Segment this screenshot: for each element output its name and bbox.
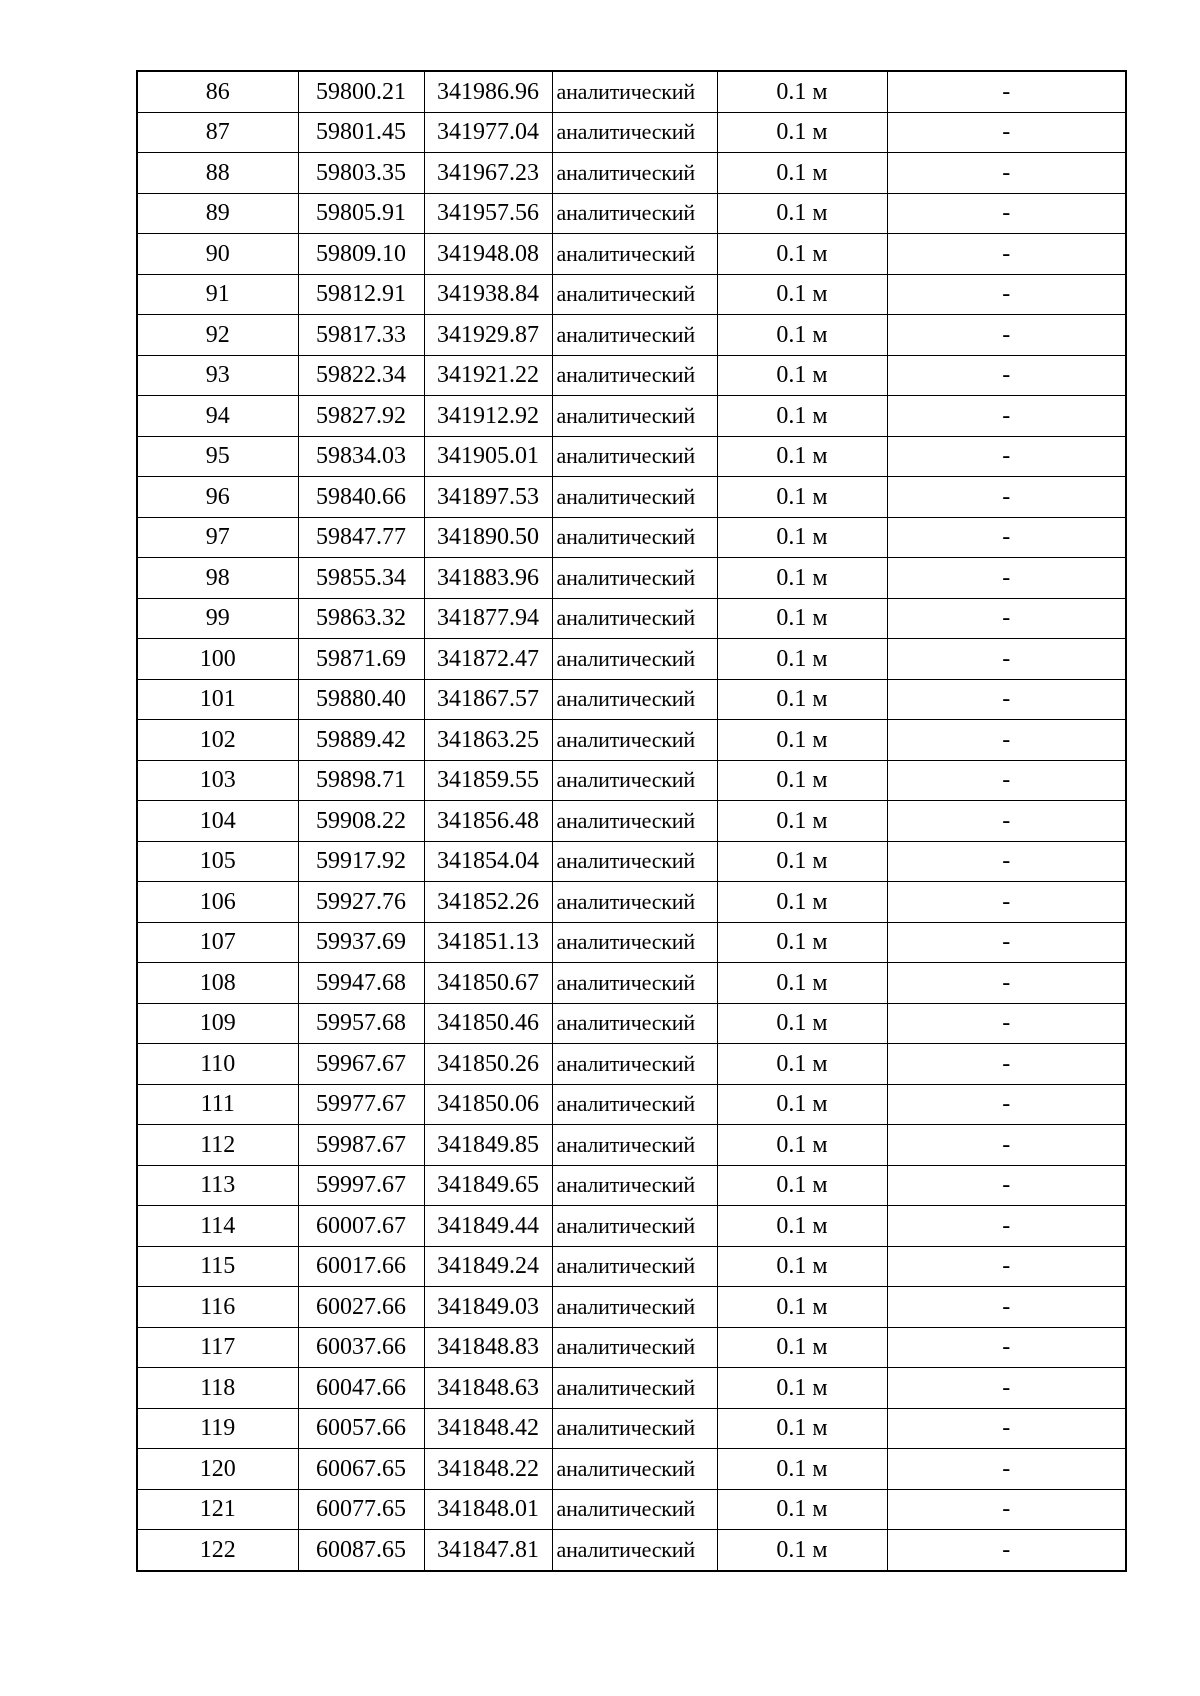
y-coordinate-cell: 341848.22: [424, 1449, 552, 1490]
y-coordinate-cell: 341848.83: [424, 1327, 552, 1368]
accuracy-cell: 0.1 м: [717, 1530, 887, 1571]
point-number-cell: 95: [137, 436, 298, 477]
method-cell: аналитический: [552, 1044, 717, 1085]
method-cell: аналитический: [552, 274, 717, 315]
accuracy-cell: 0.1 м: [717, 1206, 887, 1247]
method-cell: аналитический: [552, 1408, 717, 1449]
table-row: [137, 355, 1126, 396]
table-row: [137, 1449, 1126, 1490]
y-coordinate-cell: 341877.94: [424, 598, 552, 639]
accuracy-cell: 0.1 м: [717, 882, 887, 923]
description-cell: -: [887, 477, 1126, 518]
method-cell: аналитический: [552, 639, 717, 680]
description-cell: -: [887, 234, 1126, 275]
accuracy-cell: 0.1 м: [717, 598, 887, 639]
description-cell: -: [887, 639, 1126, 680]
table-body: [137, 71, 1126, 1571]
description-cell: -: [887, 1327, 1126, 1368]
x-coordinate-cell: 59855.34: [298, 558, 424, 599]
description-cell: -: [887, 679, 1126, 720]
point-number-cell: 122: [137, 1530, 298, 1571]
x-coordinate-cell: 59997.67: [298, 1165, 424, 1206]
accuracy-cell: 0.1 м: [717, 922, 887, 963]
method-cell: аналитический: [552, 760, 717, 801]
method-cell: аналитический: [552, 882, 717, 923]
table-row: [137, 1368, 1126, 1409]
point-number-cell: 92: [137, 315, 298, 356]
accuracy-cell: 0.1 м: [717, 274, 887, 315]
description-cell: -: [887, 1368, 1126, 1409]
method-cell: аналитический: [552, 355, 717, 396]
y-coordinate-cell: 341852.26: [424, 882, 552, 923]
point-number-cell: 103: [137, 760, 298, 801]
point-number-cell: 90: [137, 234, 298, 275]
y-coordinate-cell: 341921.22: [424, 355, 552, 396]
point-number-cell: 113: [137, 1165, 298, 1206]
accuracy-cell: 0.1 м: [717, 315, 887, 356]
point-number-cell: 99: [137, 598, 298, 639]
y-coordinate-cell: 341872.47: [424, 639, 552, 680]
x-coordinate-cell: 60047.66: [298, 1368, 424, 1409]
y-coordinate-cell: 341948.08: [424, 234, 552, 275]
accuracy-cell: 0.1 м: [717, 1125, 887, 1166]
y-coordinate-cell: 341850.46: [424, 1003, 552, 1044]
description-cell: -: [887, 1125, 1126, 1166]
point-number-cell: 112: [137, 1125, 298, 1166]
x-coordinate-cell: 59977.67: [298, 1084, 424, 1125]
method-cell: аналитический: [552, 1287, 717, 1328]
table-row: [137, 477, 1126, 518]
point-number-cell: 106: [137, 882, 298, 923]
description-cell: -: [887, 922, 1126, 963]
y-coordinate-cell: 341849.03: [424, 1287, 552, 1328]
point-number-cell: 102: [137, 720, 298, 761]
table-row: [137, 639, 1126, 680]
y-coordinate-cell: 341848.01: [424, 1489, 552, 1530]
x-coordinate-cell: 59967.67: [298, 1044, 424, 1085]
point-number-cell: 109: [137, 1003, 298, 1044]
point-number-cell: 87: [137, 112, 298, 153]
description-cell: -: [887, 436, 1126, 477]
point-number-cell: 97: [137, 517, 298, 558]
y-coordinate-cell: 341849.65: [424, 1165, 552, 1206]
method-cell: аналитический: [552, 963, 717, 1004]
accuracy-cell: 0.1 м: [717, 355, 887, 396]
x-coordinate-cell: 59812.91: [298, 274, 424, 315]
accuracy-cell: 0.1 м: [717, 558, 887, 599]
x-coordinate-cell: 59927.76: [298, 882, 424, 923]
method-cell: аналитический: [552, 1246, 717, 1287]
description-cell: -: [887, 598, 1126, 639]
y-coordinate-cell: 341863.25: [424, 720, 552, 761]
table-row: [137, 234, 1126, 275]
y-coordinate-cell: 341957.56: [424, 193, 552, 234]
y-coordinate-cell: 341850.06: [424, 1084, 552, 1125]
table-row: [137, 598, 1126, 639]
table-row: [137, 436, 1126, 477]
description-cell: -: [887, 760, 1126, 801]
method-cell: аналитический: [552, 396, 717, 437]
point-number-cell: 86: [137, 71, 298, 112]
x-coordinate-cell: 60007.67: [298, 1206, 424, 1247]
method-cell: аналитический: [552, 841, 717, 882]
table-row: [137, 112, 1126, 153]
table-row: [137, 801, 1126, 842]
description-cell: -: [887, 882, 1126, 923]
table-row: [137, 1084, 1126, 1125]
point-number-cell: 118: [137, 1368, 298, 1409]
y-coordinate-cell: 341977.04: [424, 112, 552, 153]
y-coordinate-cell: 341850.26: [424, 1044, 552, 1085]
x-coordinate-cell: 60077.65: [298, 1489, 424, 1530]
accuracy-cell: 0.1 м: [717, 517, 887, 558]
table-row: [137, 1206, 1126, 1247]
table-row: [137, 1287, 1126, 1328]
description-cell: -: [887, 558, 1126, 599]
x-coordinate-cell: 60067.65: [298, 1449, 424, 1490]
description-cell: -: [887, 1287, 1126, 1328]
accuracy-cell: 0.1 м: [717, 801, 887, 842]
accuracy-cell: 0.1 м: [717, 1165, 887, 1206]
description-cell: -: [887, 355, 1126, 396]
method-cell: аналитический: [552, 679, 717, 720]
x-coordinate-cell: 60017.66: [298, 1246, 424, 1287]
y-coordinate-cell: 341986.96: [424, 71, 552, 112]
accuracy-cell: 0.1 м: [717, 153, 887, 194]
x-coordinate-cell: 59889.42: [298, 720, 424, 761]
table-row: [137, 1165, 1126, 1206]
x-coordinate-cell: 59805.91: [298, 193, 424, 234]
accuracy-cell: 0.1 м: [717, 679, 887, 720]
description-cell: -: [887, 112, 1126, 153]
table-row: [137, 1246, 1126, 1287]
accuracy-cell: 0.1 м: [717, 1084, 887, 1125]
document-page: [136, 70, 1125, 1572]
method-cell: аналитический: [552, 1489, 717, 1530]
method-cell: аналитический: [552, 193, 717, 234]
x-coordinate-cell: 59987.67: [298, 1125, 424, 1166]
table-row: [137, 1408, 1126, 1449]
accuracy-cell: 0.1 м: [717, 193, 887, 234]
description-cell: -: [887, 1206, 1126, 1247]
y-coordinate-cell: 341849.85: [424, 1125, 552, 1166]
point-number-cell: 88: [137, 153, 298, 194]
method-cell: аналитический: [552, 720, 717, 761]
accuracy-cell: 0.1 м: [717, 1368, 887, 1409]
x-coordinate-cell: 59847.77: [298, 517, 424, 558]
x-coordinate-cell: 59937.69: [298, 922, 424, 963]
x-coordinate-cell: 59908.22: [298, 801, 424, 842]
x-coordinate-cell: 60087.65: [298, 1530, 424, 1571]
point-number-cell: 89: [137, 193, 298, 234]
accuracy-cell: 0.1 м: [717, 71, 887, 112]
method-cell: аналитический: [552, 922, 717, 963]
x-coordinate-cell: 59947.68: [298, 963, 424, 1004]
description-cell: -: [887, 1408, 1126, 1449]
method-cell: аналитический: [552, 1368, 717, 1409]
y-coordinate-cell: 341851.13: [424, 922, 552, 963]
table-row: [137, 1044, 1126, 1085]
description-cell: -: [887, 801, 1126, 842]
x-coordinate-cell: 59827.92: [298, 396, 424, 437]
description-cell: -: [887, 1489, 1126, 1530]
description-cell: -: [887, 1246, 1126, 1287]
y-coordinate-cell: 341897.53: [424, 477, 552, 518]
table-row: [137, 882, 1126, 923]
point-number-cell: 105: [137, 841, 298, 882]
description-cell: -: [887, 1449, 1126, 1490]
accuracy-cell: 0.1 м: [717, 112, 887, 153]
point-number-cell: 110: [137, 1044, 298, 1085]
method-cell: аналитический: [552, 1165, 717, 1206]
x-coordinate-cell: 59863.32: [298, 598, 424, 639]
point-number-cell: 115: [137, 1246, 298, 1287]
x-coordinate-cell: 59840.66: [298, 477, 424, 518]
method-cell: аналитический: [552, 436, 717, 477]
table-row: [137, 760, 1126, 801]
table-row: [137, 193, 1126, 234]
method-cell: аналитический: [552, 153, 717, 194]
point-number-cell: 96: [137, 477, 298, 518]
y-coordinate-cell: 341859.55: [424, 760, 552, 801]
description-cell: -: [887, 396, 1126, 437]
y-coordinate-cell: 341883.96: [424, 558, 552, 599]
accuracy-cell: 0.1 м: [717, 1246, 887, 1287]
method-cell: аналитический: [552, 477, 717, 518]
description-cell: -: [887, 963, 1126, 1004]
y-coordinate-cell: 341967.23: [424, 153, 552, 194]
x-coordinate-cell: 59822.34: [298, 355, 424, 396]
description-cell: -: [887, 720, 1126, 761]
y-coordinate-cell: 341890.50: [424, 517, 552, 558]
method-cell: аналитический: [552, 1003, 717, 1044]
x-coordinate-cell: 59800.21: [298, 71, 424, 112]
point-number-cell: 104: [137, 801, 298, 842]
point-number-cell: 116: [137, 1287, 298, 1328]
description-cell: -: [887, 153, 1126, 194]
accuracy-cell: 0.1 м: [717, 963, 887, 1004]
accuracy-cell: 0.1 м: [717, 477, 887, 518]
x-coordinate-cell: 59803.35: [298, 153, 424, 194]
y-coordinate-cell: 341848.63: [424, 1368, 552, 1409]
method-cell: аналитический: [552, 315, 717, 356]
method-cell: аналитический: [552, 1125, 717, 1166]
description-cell: -: [887, 1084, 1126, 1125]
x-coordinate-cell: 59917.92: [298, 841, 424, 882]
point-number-cell: 114: [137, 1206, 298, 1247]
coordinates-table: [136, 70, 1127, 1572]
accuracy-cell: 0.1 м: [717, 1044, 887, 1085]
y-coordinate-cell: 341867.57: [424, 679, 552, 720]
method-cell: аналитический: [552, 558, 717, 599]
method-cell: аналитический: [552, 517, 717, 558]
x-coordinate-cell: 60037.66: [298, 1327, 424, 1368]
point-number-cell: 91: [137, 274, 298, 315]
point-number-cell: 94: [137, 396, 298, 437]
table-row: [137, 517, 1126, 558]
method-cell: аналитический: [552, 71, 717, 112]
description-cell: -: [887, 1530, 1126, 1571]
description-cell: -: [887, 1003, 1126, 1044]
point-number-cell: 93: [137, 355, 298, 396]
method-cell: аналитический: [552, 234, 717, 275]
x-coordinate-cell: 59957.68: [298, 1003, 424, 1044]
y-coordinate-cell: 341929.87: [424, 315, 552, 356]
point-number-cell: 119: [137, 1408, 298, 1449]
point-number-cell: 101: [137, 679, 298, 720]
point-number-cell: 111: [137, 1084, 298, 1125]
accuracy-cell: 0.1 м: [717, 1449, 887, 1490]
x-coordinate-cell: 59809.10: [298, 234, 424, 275]
method-cell: аналитический: [552, 1530, 717, 1571]
table-row: [137, 315, 1126, 356]
accuracy-cell: 0.1 м: [717, 1287, 887, 1328]
table-row: [137, 963, 1126, 1004]
accuracy-cell: 0.1 м: [717, 720, 887, 761]
x-coordinate-cell: 59880.40: [298, 679, 424, 720]
method-cell: аналитический: [552, 1206, 717, 1247]
y-coordinate-cell: 341938.84: [424, 274, 552, 315]
x-coordinate-cell: 60027.66: [298, 1287, 424, 1328]
y-coordinate-cell: 341847.81: [424, 1530, 552, 1571]
description-cell: -: [887, 71, 1126, 112]
y-coordinate-cell: 341849.44: [424, 1206, 552, 1247]
accuracy-cell: 0.1 м: [717, 841, 887, 882]
x-coordinate-cell: 59834.03: [298, 436, 424, 477]
table-row: [137, 1327, 1126, 1368]
table-row: [137, 153, 1126, 194]
method-cell: аналитический: [552, 1449, 717, 1490]
table-row: [137, 720, 1126, 761]
method-cell: аналитический: [552, 1084, 717, 1125]
method-cell: аналитический: [552, 1327, 717, 1368]
point-number-cell: 108: [137, 963, 298, 1004]
table-row: [137, 71, 1126, 112]
description-cell: -: [887, 1044, 1126, 1085]
y-coordinate-cell: 341850.67: [424, 963, 552, 1004]
y-coordinate-cell: 341848.42: [424, 1408, 552, 1449]
table-row: [137, 1125, 1126, 1166]
description-cell: -: [887, 517, 1126, 558]
x-coordinate-cell: 59801.45: [298, 112, 424, 153]
y-coordinate-cell: 341905.01: [424, 436, 552, 477]
point-number-cell: 107: [137, 922, 298, 963]
accuracy-cell: 0.1 м: [717, 639, 887, 680]
point-number-cell: 98: [137, 558, 298, 599]
description-cell: -: [887, 274, 1126, 315]
accuracy-cell: 0.1 м: [717, 1327, 887, 1368]
x-coordinate-cell: 60057.66: [298, 1408, 424, 1449]
point-number-cell: 121: [137, 1489, 298, 1530]
method-cell: аналитический: [552, 598, 717, 639]
y-coordinate-cell: 341849.24: [424, 1246, 552, 1287]
accuracy-cell: 0.1 м: [717, 1408, 887, 1449]
accuracy-cell: 0.1 м: [717, 760, 887, 801]
table-row: [137, 396, 1126, 437]
table-row: [137, 841, 1126, 882]
accuracy-cell: 0.1 м: [717, 396, 887, 437]
accuracy-cell: 0.1 м: [717, 436, 887, 477]
accuracy-cell: 0.1 м: [717, 1489, 887, 1530]
y-coordinate-cell: 341856.48: [424, 801, 552, 842]
table-row: [137, 1489, 1126, 1530]
accuracy-cell: 0.1 м: [717, 234, 887, 275]
point-number-cell: 100: [137, 639, 298, 680]
x-coordinate-cell: 59898.71: [298, 760, 424, 801]
table-row: [137, 922, 1126, 963]
point-number-cell: 117: [137, 1327, 298, 1368]
method-cell: аналитический: [552, 801, 717, 842]
y-coordinate-cell: 341912.92: [424, 396, 552, 437]
table-row: [137, 1003, 1126, 1044]
table-row: [137, 558, 1126, 599]
x-coordinate-cell: 59817.33: [298, 315, 424, 356]
point-number-cell: 120: [137, 1449, 298, 1490]
description-cell: -: [887, 193, 1126, 234]
description-cell: -: [887, 841, 1126, 882]
accuracy-cell: 0.1 м: [717, 1003, 887, 1044]
table-row: [137, 1530, 1126, 1571]
method-cell: аналитический: [552, 112, 717, 153]
table-row: [137, 679, 1126, 720]
x-coordinate-cell: 59871.69: [298, 639, 424, 680]
y-coordinate-cell: 341854.04: [424, 841, 552, 882]
description-cell: -: [887, 1165, 1126, 1206]
table-row: [137, 274, 1126, 315]
description-cell: -: [887, 315, 1126, 356]
